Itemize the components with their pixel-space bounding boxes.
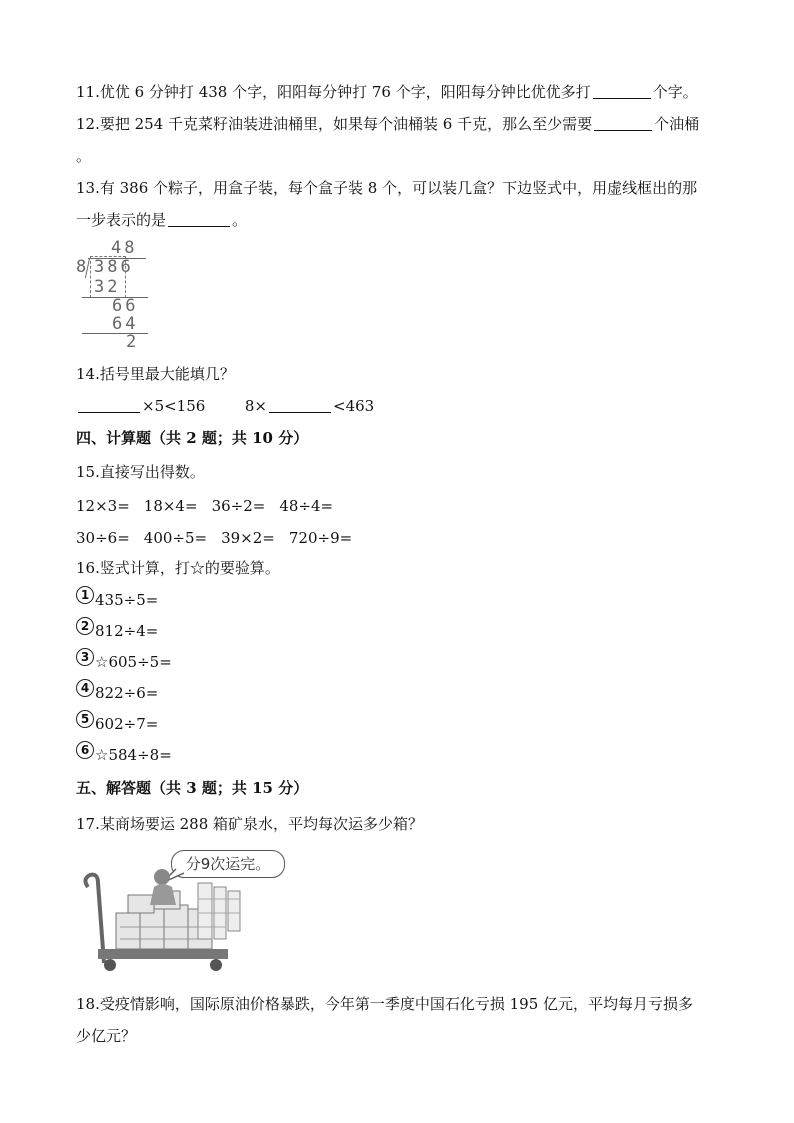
section-5-heading: 五、解答题（共 3 题；共 15 分） [76, 779, 309, 797]
question-16-item-2 [76, 617, 158, 641]
dashed-box [90, 256, 126, 298]
subtraction-line-2 [82, 333, 148, 334]
division-expression: ☆605÷5= [95, 653, 172, 671]
question-15-title: 15.直接写出得数。 [76, 463, 205, 481]
question-18-line1: 18.受疫情影响，国际原油价格暴跌，今年第一季度中国石化亏损 195 亿元，平均每月亏损多 [76, 995, 694, 1013]
divisor: 8 [76, 257, 87, 277]
question-13-suffix: 。 [232, 211, 248, 229]
answer-blank-13[interactable] [168, 212, 230, 227]
step-2-product: 64 [112, 314, 139, 334]
circled-number-1: 1 [76, 586, 94, 604]
division-expression: 822÷6= [95, 684, 159, 702]
question-14-exprs [76, 396, 374, 416]
final-remainder: 2 [126, 332, 137, 352]
division-expression: 602÷7= [95, 715, 159, 733]
question-17: 17.某商场要运 288 箱矿泉水，平均每次运多少箱？ [76, 815, 424, 833]
circled-number-3: 3 [76, 648, 94, 666]
circled-number-4: 4 [76, 679, 94, 697]
answer-blank-14a[interactable] [78, 398, 140, 413]
division-expression: 435÷5= [95, 591, 159, 609]
question-14-expr2-suffix: <463 [333, 397, 375, 415]
division-expression: ☆584÷8= [95, 746, 172, 764]
question-16-item-6 [76, 741, 172, 765]
question-13-line1: 13.有 386 个粽子，用盒子装，每个盒子装 8 个，可以装几盒？下边竖式中，用虚线框出的那 [76, 179, 698, 197]
question-15-row-2 [76, 528, 366, 548]
question-13-text: 一步表示的是 [76, 211, 167, 229]
question-11 [76, 82, 698, 102]
question-11-suffix: 个字。 [652, 83, 698, 101]
question-14-expr2-prefix: 8× [244, 397, 267, 415]
question-16-title: 16.竖式计算，打☆的要验算。 [76, 559, 280, 577]
question-18-line2: 少亿元？ [76, 1027, 137, 1045]
question-13-line2 [76, 210, 247, 230]
question-14-expr1: ×5<156 [142, 397, 206, 415]
question-12-cont: 。 [76, 147, 92, 165]
question-16-item-5 [76, 710, 158, 734]
calc-item: 48÷4= [279, 497, 334, 515]
question-14-title: 14.括号里最大能填几？ [76, 365, 235, 383]
division-expression: 812÷4= [95, 622, 159, 640]
calc-item: 18×4= [143, 497, 198, 515]
step-1-product: 32 [94, 277, 121, 297]
calc-item: 30÷6= [76, 529, 130, 547]
step-1-remainder: 66 [112, 296, 139, 316]
long-division-figure [74, 238, 154, 352]
calc-item: 12×3= [76, 497, 130, 515]
answer-blank-11[interactable] [593, 84, 651, 99]
answer-blank-12[interactable] [594, 116, 652, 131]
question-15-row-1 [76, 496, 347, 516]
calc-item: 39×2= [221, 529, 275, 547]
hand-truck-illustration [76, 843, 306, 973]
circled-number-5: 5 [76, 710, 94, 728]
question-16-item-4 [76, 679, 158, 703]
speech-bubble: 分9次运完。 [171, 850, 285, 878]
worker-with-cart-image [76, 843, 306, 973]
question-12 [76, 114, 699, 134]
quotient: 48 [111, 238, 138, 258]
answer-blank-14b[interactable] [269, 398, 331, 413]
question-16-item-1 [76, 586, 158, 610]
circled-number-6: 6 [76, 741, 94, 759]
calc-item: 36÷2= [211, 497, 266, 515]
question-11-text: 11.优优 6 分钟打 438 个字，阳阳每分钟打 76 个字，阳阳每分钟比优优多打 [76, 83, 591, 101]
circled-number-2: 2 [76, 617, 94, 635]
question-16-item-3 [76, 648, 172, 672]
dividend: 386 [94, 257, 134, 277]
question-12-suffix: 个油桶 [654, 115, 700, 133]
section-4-heading: 四、计算题（共 2 题；共 10 分） [76, 429, 309, 447]
calc-item: 400÷5= [143, 529, 208, 547]
calc-item: 720÷9= [288, 529, 353, 547]
question-12-text: 12.要把 254 千克菜籽油装进油桶里，如果每个油桶装 6 千克，那么至少需要 [76, 115, 593, 133]
